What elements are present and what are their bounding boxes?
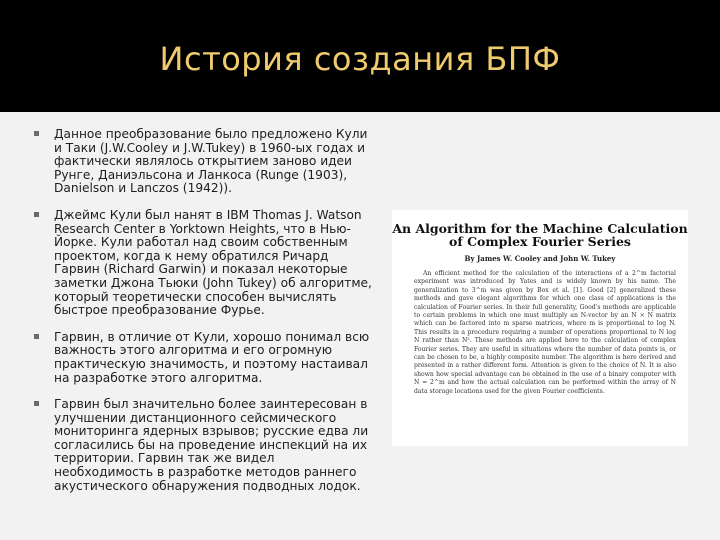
title-bar [0, 0, 720, 112]
bullet-item [34, 128, 374, 196]
bullet-text: Гарвин был значительно более заинтересован в улучшении дистанционного сейсмического мониторинга ядерных взрывов; русские едва ли согласились бы на проведение инспекций на их территории. Гарвин так же видел необходимость в разработке методов раннего акустического обнаружения подводных лодок. [54, 397, 369, 493]
bullet-square-icon [34, 212, 39, 217]
paper-title: An Algorithm for the Machine Calculation of Complex Fourier Series [392, 221, 688, 249]
paper-abstract: An efficient method for the calculation of the interactions of a 2^m factorial experiment was introduced by Yates and is widely known by his name. The generalization to 3^m was given by Box et al. [1]. Good [2] generalized these methods and gave elegant algorithms for which one class of applications is the calculation of Fourier series. In their full generality, Good's methods are applicable to certain problems in which one must multiply an N-vector by an N × N matrix which can be factored into m sparse matrices, where m is proportional to log N. This results in a procedure requiring a number of operations proportional to N log N rather than N². These methods are applied here to the calculation of complex Fourier series. They are useful in situations where the number of data points is, or can be chosen to be, a highly composite number. The algorithm is here derived and presented in a rather different form. Attention is given to the choice of N. It is also shown how special advantage can be obtained in the use of a binary computer with N = 2^m and how the actual calculation can be performed within the array of N data storage locations used for the given Fourier coefficients. [414, 270, 676, 395]
bullet-text: Данное преобразование было предложено Кули и Таки (J.W.Cooley и J.W.Tukey) в 1960-ых годах и фактически являлось открытием заново идеи Рунге, Даниэльсона и Ланкоса (Runge (1903), Danielson и Lanczos (1942)). [54, 127, 368, 196]
bullet-square-icon [34, 334, 39, 339]
bullet-item [34, 331, 374, 385]
paper-scan-image [392, 210, 688, 446]
bullet-text: Джеймс Кули был нанят в IBM Thomas J. Watson Research Center в Yorktown Heights, что в Нью-Йорке. Кули работал над своим собственным проектом, когда к нему обратился Ричард Гарвин (Richard Garwin) и показал некоторые заметки Джона Тьюки (John Tukey) об алгоритме, который теоретически способен вычислять быстрое преобразование Фурье. [54, 207, 372, 318]
bullet-item [34, 398, 374, 493]
bullet-square-icon [34, 131, 39, 136]
paper-byline: By James W. Cooley and John W. Tukey [464, 254, 616, 263]
slide-title: История создания БПФ [159, 40, 561, 78]
bullet-list [34, 128, 374, 506]
bullet-text: Гарвин, в отличие от Кули, хорошо понимал всю важность этого алгоритма и его огромную практическую значимость, и поэтому настаивал на разработке этого алгоритма. [54, 329, 370, 385]
bullet-item [34, 209, 374, 318]
bullet-square-icon [34, 401, 39, 406]
